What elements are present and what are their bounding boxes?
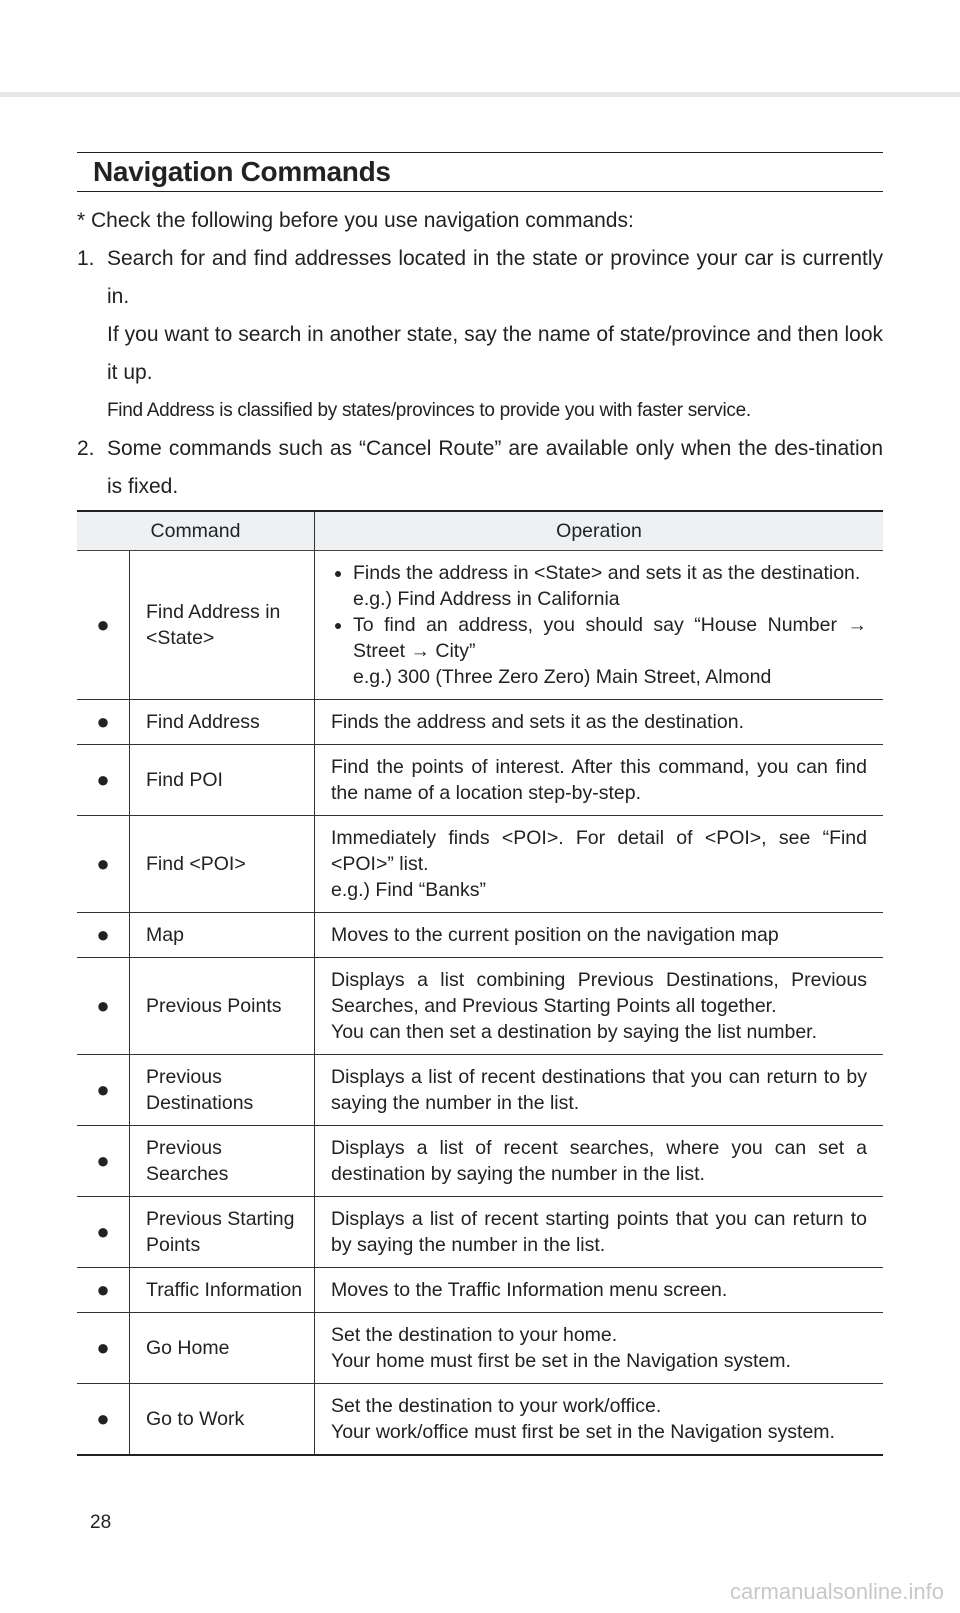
bullet-icon: ● [77,1055,130,1126]
operation-cell [315,551,884,700]
command-cell: Go Home [130,1313,315,1384]
operation-cell: Displays a list of recent destinations that you can return to by saying the number in the list. [315,1055,884,1126]
table-row [77,1313,883,1384]
table-row [77,1384,883,1456]
table-row [77,1126,883,1197]
section-title: Navigation Commands [93,156,391,187]
bullet-icon: ● [77,551,130,700]
table-row [77,1055,883,1126]
operation-bullet: • To find an address, you should say “House Number → Street → City” e.g.) 300 (Three Zero Zero) Main Street, Almond [353,612,867,690]
table-header-row [77,511,883,551]
table-row [77,551,883,700]
bullet-icon: ● [77,745,130,816]
bullet-icon: ● [77,1384,130,1456]
command-cell: Previous Destinations [130,1055,315,1126]
table-row [77,1197,883,1268]
table-row [77,913,883,958]
operation-cell: Displays a list combining Previous Destinations, Previous Searches, and Previous Starting Points all together. You can then set a destination by saying the list number. [315,958,884,1055]
item-number: 2. [77,437,95,460]
watermark-text: carmanualsonline.info [729,1579,944,1604]
commands-table [77,510,883,1456]
operation-bullet: • Finds the address in <State> and sets it as the destination. e.g.) Find Address in California [353,560,867,612]
page-number: 28 [90,1512,112,1533]
table-row [77,700,883,745]
numbered-item-2 [77,430,883,506]
command-cell: Find Address [130,700,315,745]
table-row [77,1268,883,1313]
command-cell: Previous Points [130,958,315,1055]
intro-note: * Check the following before you use navigation commands: [77,209,634,232]
operation-cell: Moves to the Traffic Information menu screen. [315,1268,884,1313]
header-operation: Operation [315,511,884,551]
command-cell: Find Address in <State> [130,551,315,700]
table-row [77,958,883,1055]
operation-cell: Moves to the current position on the navigation map [315,913,884,958]
top-rule [0,92,960,97]
operation-cell: Find the points of interest. After this command, you can find the name of a location step-by-step. [315,745,884,816]
command-cell: Find POI [130,745,315,816]
bullet-icon: ● [77,1197,130,1268]
header-command: Command [77,511,315,551]
operation-cell: Set the destination to your work/office. Your work/office must first be set in the Navigation system. [315,1384,884,1456]
item-text: Some commands such as “Cancel Route” are available only when the des-tination is fixed. [107,437,883,498]
item-text: Search for and find addresses located in the state or province your car is currently in. [107,247,883,308]
bullet-icon: ● [77,913,130,958]
command-cell: Map [130,913,315,958]
bullet-icon: ● [77,1268,130,1313]
command-cell: Previous Searches [130,1126,315,1197]
bullet-icon: ● [77,1313,130,1384]
command-cell: Find <POI> [130,816,315,913]
bullet-icon: ● [77,958,130,1055]
bullet-icon: ● [77,816,130,913]
command-cell: Traffic Information [130,1268,315,1313]
operation-cell: Displays a list of recent starting points that you can return to by saying the number in the list. [315,1197,884,1268]
numbered-item-1 [77,240,883,430]
item-number: 1. [77,247,95,270]
command-cell: Previous Starting Points [130,1197,315,1268]
operation-cell: Immediately finds <POI>. For detail of <POI>, see “Find <POI>” list. e.g.) Find “Banks” [315,816,884,913]
section-header [77,152,883,192]
bullet-icon: ● [77,700,130,745]
bullet-icon: ● [77,1126,130,1197]
item-text: If you want to search in another state, say the name of state/province and then look it up. [107,323,883,384]
item-text: Find Address is classified by states/provinces to provide you with faster service. [107,400,751,421]
table-row [77,745,883,816]
operation-cell: Set the destination to your home. Your home must first be set in the Navigation system. [315,1313,884,1384]
operation-cell: Displays a list of recent searches, where you can set a destination by saying the number in the list. [315,1126,884,1197]
command-cell: Go to Work [130,1384,315,1456]
intro-notes [77,202,883,506]
operation-cell: Finds the address and sets it as the destination. [315,700,884,745]
table-row [77,816,883,913]
page-content [77,152,883,1456]
